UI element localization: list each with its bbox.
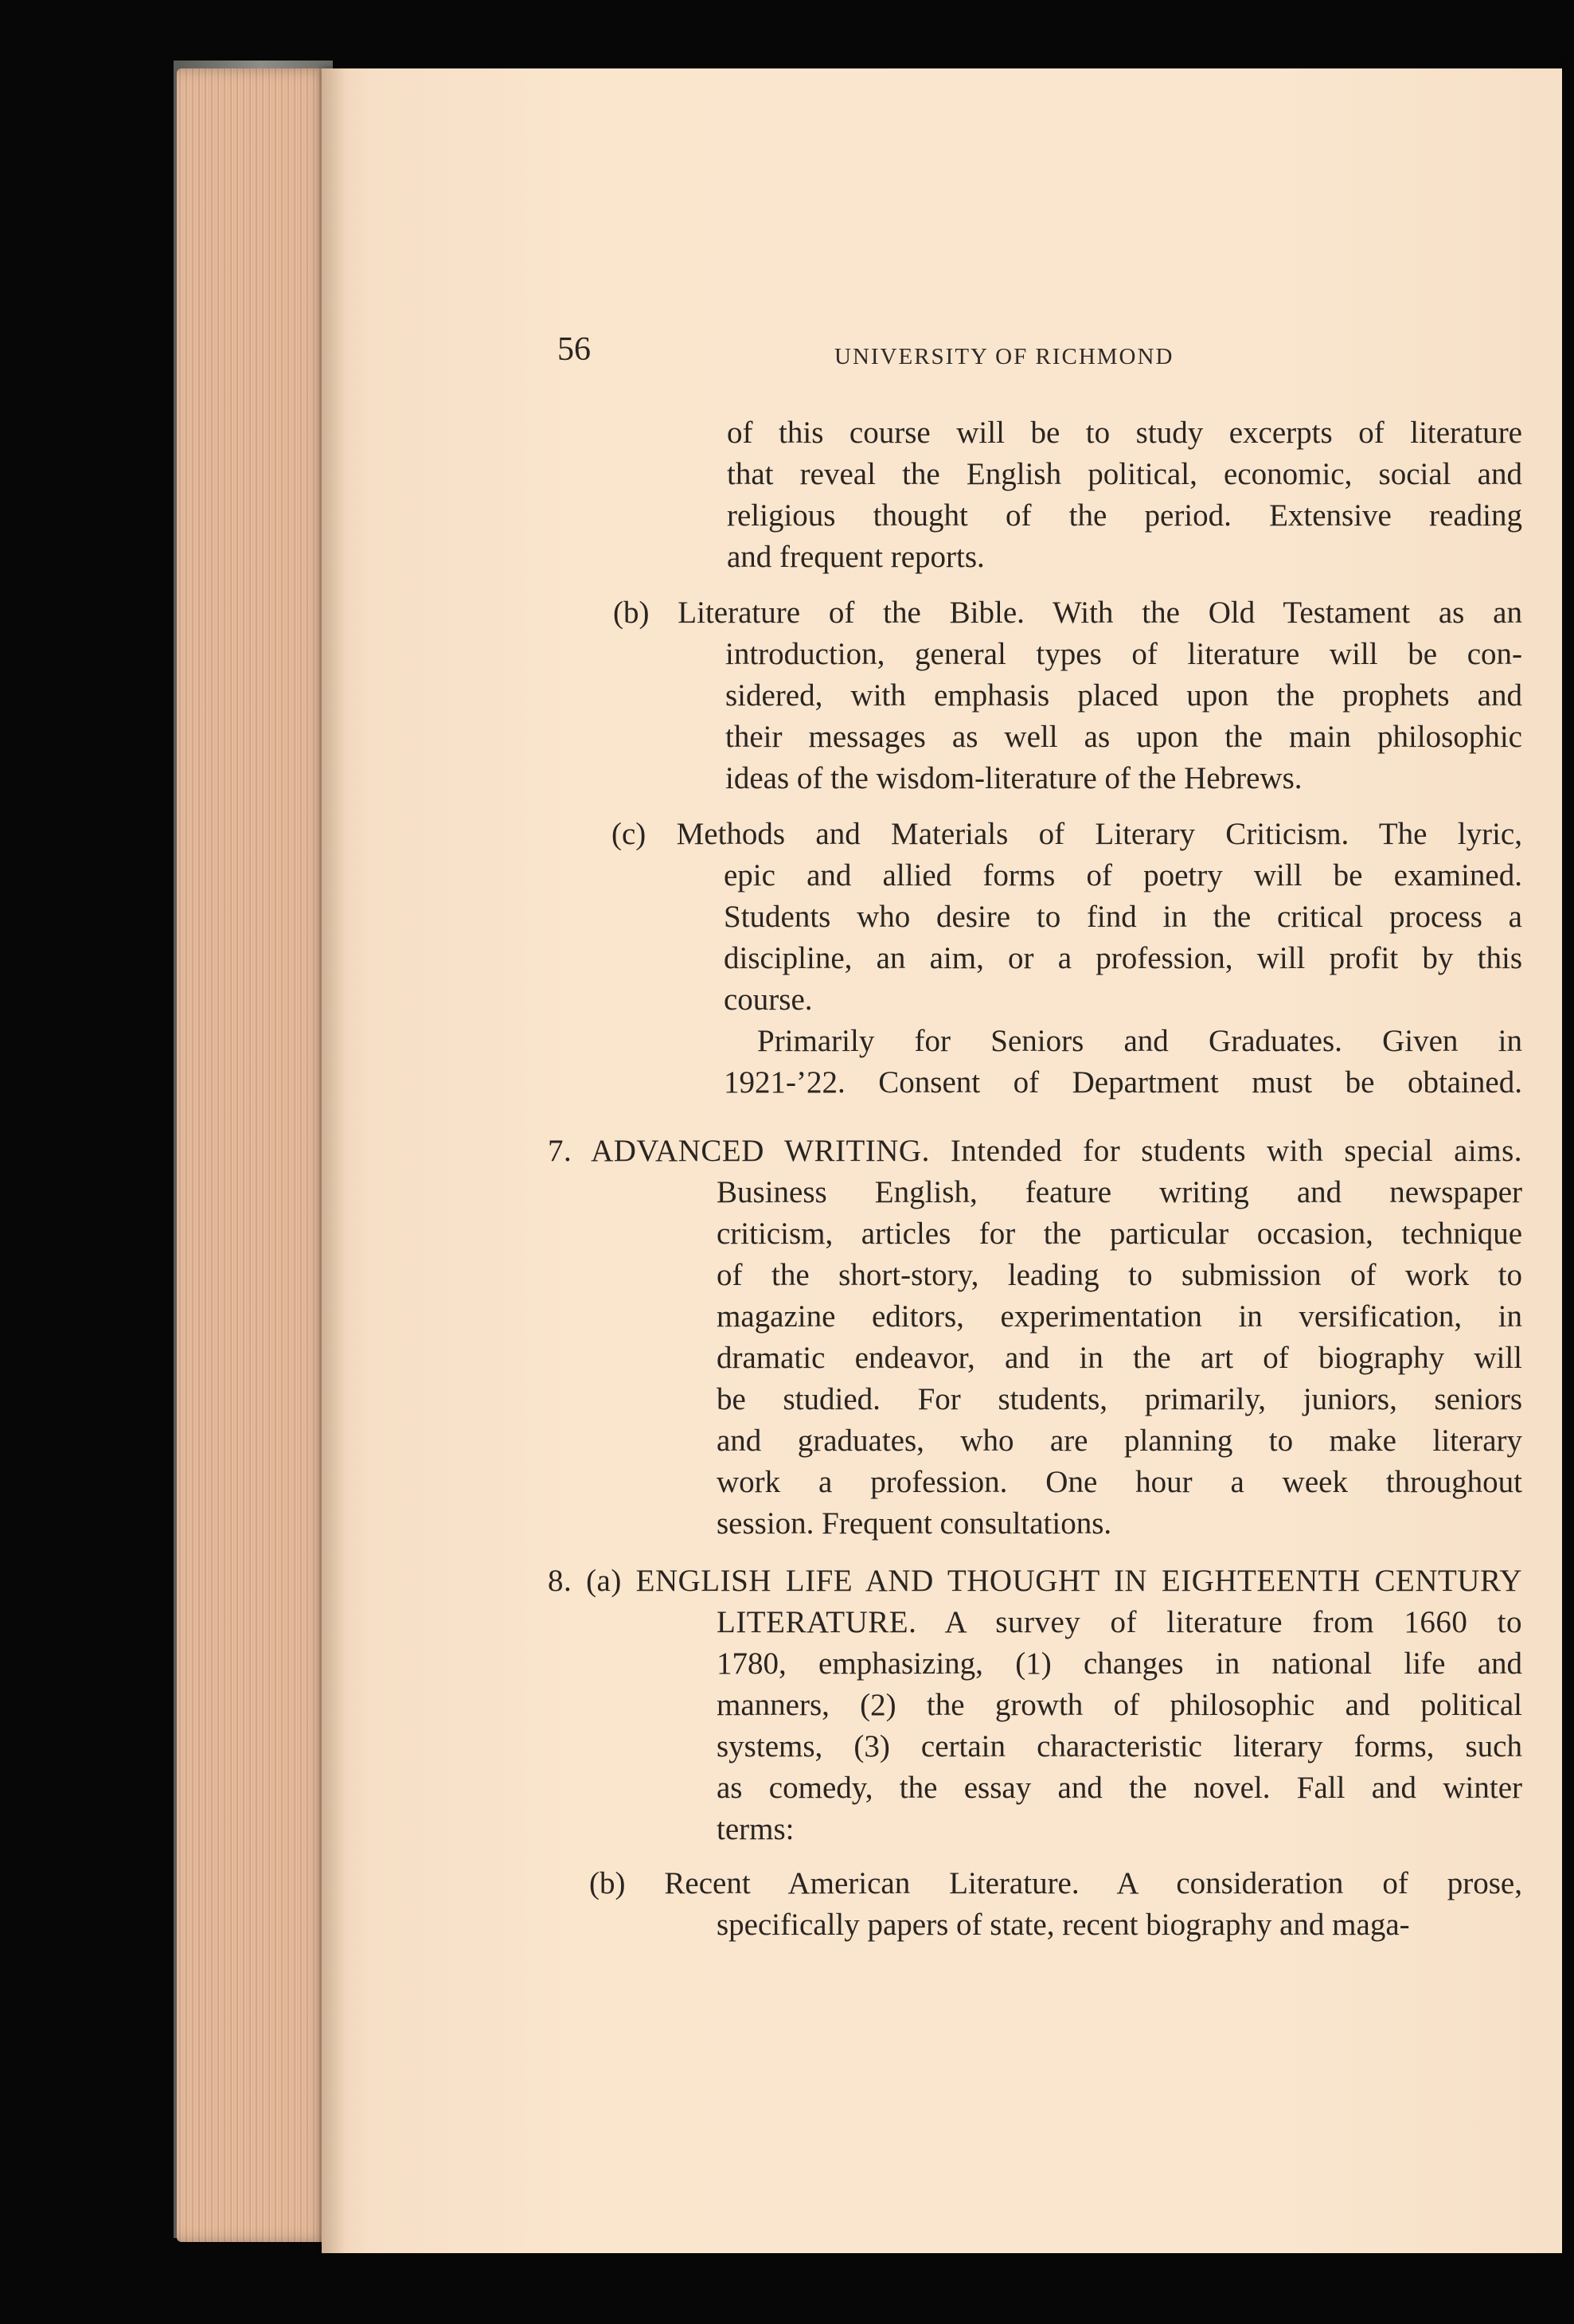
text-line: of the short-story, leading to submission of work to bbox=[717, 1258, 1522, 1292]
text-line: (c) Methods and Materials of Literary Criticism. The lyric, bbox=[611, 817, 1522, 851]
text-line: criticism, articles for the particular occasion, technique bbox=[717, 1217, 1522, 1251]
text-line: 1780, emphasizing, (1) changes in national life and bbox=[717, 1646, 1522, 1681]
text-line: Students who desire to find in the critical process a bbox=[724, 900, 1522, 934]
text-line: Business English, feature writing and newspaper bbox=[717, 1175, 1522, 1209]
text-line: sidered, with emphasis placed upon the prophets and bbox=[725, 678, 1522, 713]
text-line: and frequent reports. bbox=[727, 540, 985, 574]
text-line: specifically papers of state, recent biography and maga- bbox=[717, 1908, 1410, 1942]
text-line: course. bbox=[724, 982, 813, 1017]
gutter-shadow bbox=[322, 68, 346, 2253]
text-line: manners, (2) the growth of philosophic and political bbox=[717, 1688, 1522, 1722]
text-line: magazine editors, experimentation in versification, in bbox=[717, 1299, 1522, 1334]
text-line: introduction, general types of literature will be con- bbox=[725, 637, 1522, 671]
text-line: as comedy, the essay and the novel. Fall and winter bbox=[717, 1771, 1522, 1805]
page-edges bbox=[177, 68, 330, 2242]
text-line: 8. (a) ENGLISH LIFE AND THOUGHT IN EIGHTEENTH CENTURY bbox=[548, 1564, 1522, 1598]
page-number: 56 bbox=[557, 331, 591, 368]
text-line: terms: bbox=[717, 1812, 795, 1846]
running-title: UNIVERSITY OF RICHMOND bbox=[834, 344, 1174, 369]
text-line: (b) Literature of the Bible. With the Old Testament as an bbox=[613, 596, 1522, 630]
text-line: and graduates, who are planning to make literary bbox=[717, 1424, 1522, 1458]
text-line: 7. ADVANCED WRITING. Intended for students with special aims. bbox=[548, 1134, 1522, 1168]
text-line: dramatic endeavor, and in the art of biography will bbox=[717, 1341, 1522, 1375]
text-line: work a profession. One hour a week throughout bbox=[717, 1465, 1522, 1499]
text-line: their messages as well as upon the main philosophic bbox=[725, 720, 1522, 754]
text-line: session. Frequent consultations. bbox=[717, 1506, 1112, 1541]
text-line: discipline, an aim, or a profession, will profit by this bbox=[724, 941, 1522, 975]
text-line: be studied. For students, primarily, juniors, seniors bbox=[717, 1382, 1522, 1416]
text-line: religious thought of the period. Extensive reading bbox=[727, 498, 1522, 533]
text-line: that reveal the English political, economic, social and bbox=[727, 457, 1522, 491]
text-line: epic and allied forms of poetry will be examined. bbox=[724, 858, 1522, 892]
text-line: systems, (3) certain characteristic literary forms, such bbox=[717, 1729, 1522, 1764]
text-line: ideas of the wisdom-literature of the Hebrews. bbox=[725, 761, 1303, 795]
text-line: 1921-’22. Consent of Department must be obtained. bbox=[724, 1065, 1522, 1100]
text-line: LITERATURE. A survey of literature from 1660 to bbox=[717, 1605, 1522, 1639]
text-line: Primarily for Seniors and Graduates. Given in bbox=[757, 1024, 1522, 1058]
text-line: of this course will be to study excerpts of literature bbox=[727, 416, 1522, 450]
text-line: (b) Recent American Literature. A consideration of prose, bbox=[589, 1866, 1522, 1900]
